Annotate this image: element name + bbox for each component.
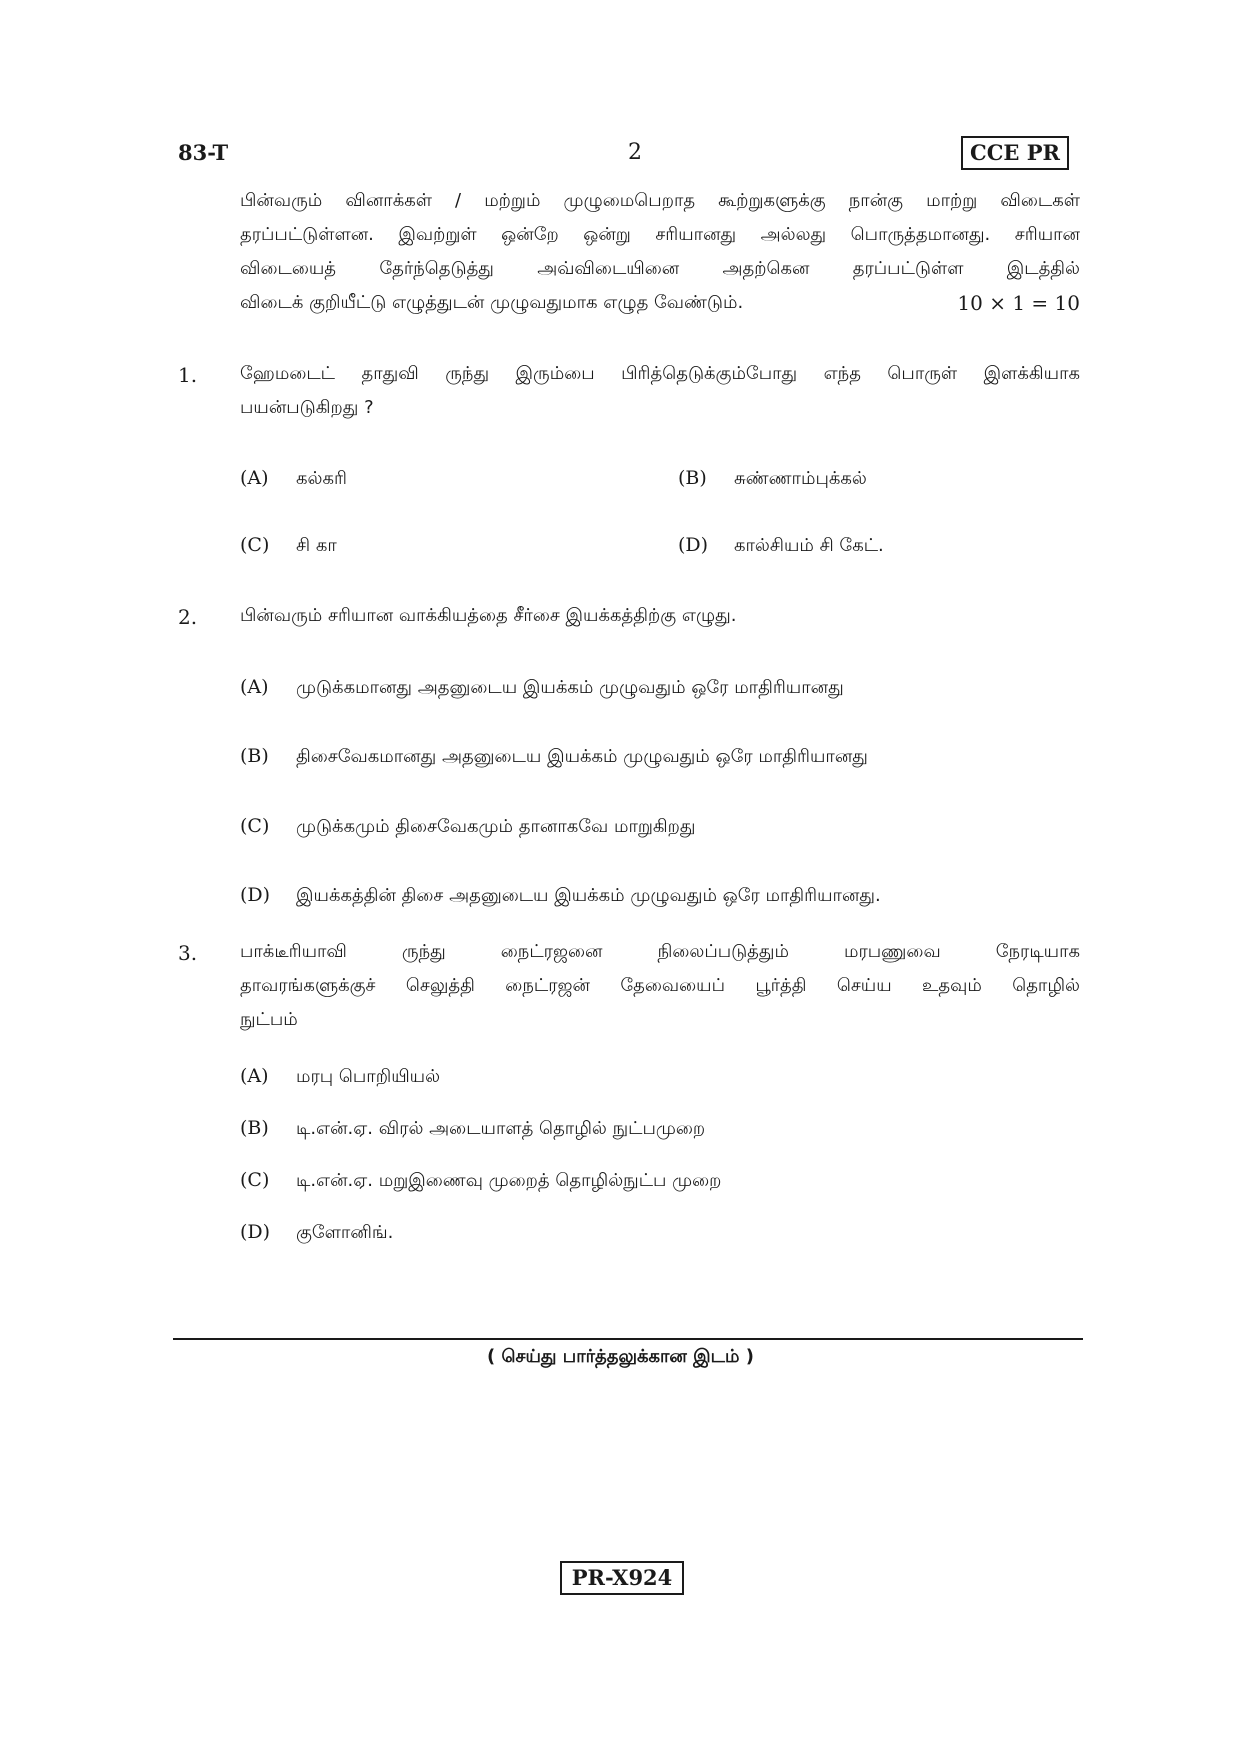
option-text: கல்கரி bbox=[296, 468, 347, 489]
option-text: முடுக்கமும் திசைவேகமும் தானாகவே மாறுகிறது bbox=[296, 816, 696, 837]
question-line: பயன்படுகிறது ? bbox=[240, 397, 374, 418]
option-label: (C) bbox=[240, 534, 270, 556]
option-b bbox=[678, 463, 867, 494]
instructions bbox=[240, 184, 1080, 320]
option-text: டி.என்.ஏ. மறுஇணைவு முறைத் தொழில்நுட்ப முறை bbox=[296, 1170, 722, 1191]
option-label: (A) bbox=[240, 1065, 269, 1087]
instruction-line: விடையைத் தேர்ந்தெடுத்து அவ்விடையினை அதற்கென தரப்பட்டுள்ள இடத்தில் bbox=[240, 258, 1080, 279]
instruction-line: பின்வரும் வினாக்கள் / மற்றும் முழுமைபெறாத கூற்றுகளுக்கு நான்கு மாற்று விடைகள் bbox=[240, 190, 1080, 211]
option-c bbox=[240, 811, 696, 842]
option-b bbox=[240, 1113, 705, 1144]
question-line: தாவரங்களுக்குச் செலுத்தி நைட்ரஜன் தேவையைப் பூர்த்தி செய்ய உதவும் தொழில் bbox=[240, 975, 1080, 996]
option-text: திசைவேகமானது அதனுடைய இயக்கம் முழுவதும் ஒரே மாதிரியானது bbox=[296, 746, 868, 767]
rough-work-label: ( செய்து பார்த்தலுக்கான இடம் ) bbox=[487, 1346, 754, 1367]
option-text: டி.என்.ஏ. விரல் அடையாளத் தொழில் நுட்பமுறை bbox=[296, 1118, 706, 1139]
option-label: (D) bbox=[678, 534, 709, 556]
option-d bbox=[240, 1217, 393, 1248]
question-text bbox=[240, 599, 1080, 633]
instruction-last-line bbox=[240, 286, 1080, 320]
divider-rule bbox=[173, 1338, 1083, 1340]
option-text: முடுக்கமானது அதனுடைய இயக்கம் முழுவதும் ஒரே மாதிரியானது bbox=[296, 677, 844, 698]
question-line: பின்வரும் சரியான வாக்கியத்தை சீர்சை இயக்கத்திற்கு எழுது. bbox=[240, 605, 737, 626]
question-line: நுட்பம் bbox=[240, 1009, 298, 1030]
option-label: (D) bbox=[240, 1221, 271, 1243]
option-d bbox=[240, 880, 881, 911]
option-label: (B) bbox=[678, 467, 707, 489]
option-text: குளோனிங். bbox=[296, 1222, 394, 1243]
option-text: சுண்ணாம்புக்கல் bbox=[734, 468, 867, 489]
option-d bbox=[678, 530, 884, 561]
option-b bbox=[240, 741, 868, 772]
question-line: ஹேமடைட் தாதுவி ருந்து இரும்பை பிரித்தெடுக்கும்போது எந்த பொருள் இளக்கியாக bbox=[240, 363, 1080, 384]
option-label: (C) bbox=[240, 815, 270, 837]
question-number: 2. bbox=[178, 605, 198, 629]
page-number: 2 bbox=[628, 140, 642, 165]
question-number: 1. bbox=[178, 363, 198, 387]
option-c bbox=[240, 530, 337, 561]
instruction-line: விடைக் குறியீட்டு எழுத்துடன் முழுவதுமாக எழுத வேண்டும். bbox=[240, 292, 744, 313]
question-text bbox=[240, 357, 1080, 425]
option-text: இயக்கத்தின் திசை அதனுடைய இயக்கம் முழுவதும் ஒரே மாதிரியானது. bbox=[296, 885, 881, 906]
option-label: (A) bbox=[240, 676, 269, 698]
paper-type-box: CCE PR bbox=[961, 136, 1069, 170]
option-a bbox=[240, 1061, 440, 1092]
instruction-line: தரப்பட்டுள்ளன. இவற்றுள் ஒன்றே ஒன்று சரியானது அல்லது பொருத்தமானது. சரியான bbox=[240, 224, 1080, 245]
option-text: கால்சியம் சி கேட். bbox=[734, 535, 884, 556]
option-label: (C) bbox=[240, 1169, 270, 1191]
option-c bbox=[240, 1165, 721, 1196]
question-line: பாக்டீரியாவி ருந்து நைட்ரஜனை நிலைப்படுத்தும் மரபணுவை நேரடியாக bbox=[240, 941, 1080, 962]
option-label: (B) bbox=[240, 745, 269, 767]
option-text: மரபு பொறியியல் bbox=[296, 1066, 441, 1087]
option-text: சி கா bbox=[296, 535, 337, 556]
paper-code: 83-T bbox=[178, 140, 229, 165]
option-label: (B) bbox=[240, 1117, 269, 1139]
question-paper-code-box: PR-X924 bbox=[560, 1561, 684, 1595]
option-a bbox=[240, 672, 844, 703]
marks-allocation: 10 × 1 = 10 bbox=[957, 291, 1080, 315]
question-number: 3. bbox=[178, 941, 198, 965]
option-label: (D) bbox=[240, 884, 271, 906]
question-text bbox=[240, 935, 1080, 1037]
option-label: (A) bbox=[240, 467, 269, 489]
option-a bbox=[240, 463, 347, 494]
